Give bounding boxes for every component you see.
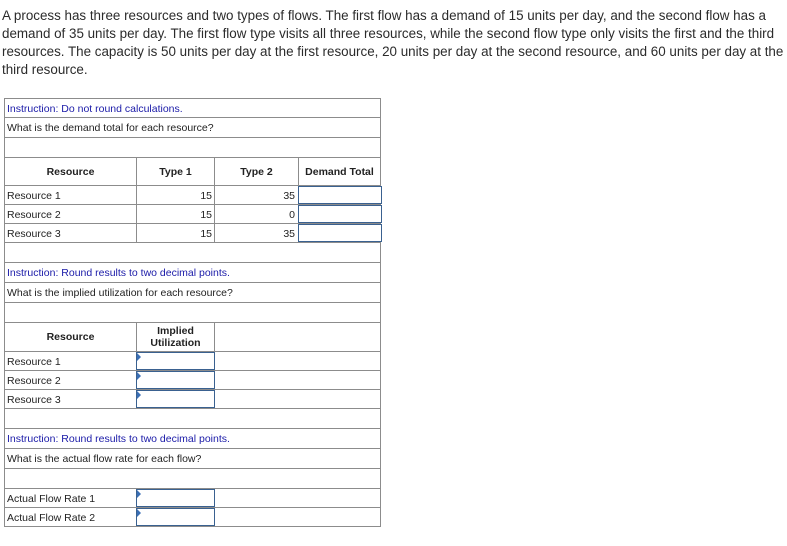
flow-rate-label: Actual Flow Rate 1 [7, 493, 96, 505]
implied-utilization-input-resource-1[interactable] [136, 352, 215, 370]
question-text: What is the actual flow rate for each flow? [7, 453, 202, 465]
type2-value: 0 [214, 205, 298, 223]
type2-value: 35 [214, 224, 298, 242]
table-row [4, 371, 381, 390]
problem-statement: A process has three resources and two types of flows. The first flow has a demand of 15 units per day, and the second flow has a demand of 35 units per day. The first flow type visits all three resources, while the second flow type only visits the first and the third resources. The capacity is 50 units per day at the first resource, 20 units per day at the second resource, and 60 units per day at the third resource. [2, 8, 784, 77]
spacer-row [4, 243, 381, 263]
flow-rate-label: Actual Flow Rate 2 [7, 512, 96, 524]
actual-flow-rate-2-input[interactable] [136, 508, 215, 526]
question-row [4, 283, 381, 303]
column-header-resource: Resource [46, 165, 95, 178]
table-row [4, 390, 381, 409]
instruction-text: Instruction: Do not round calculations. [7, 103, 183, 115]
resource-label: Resource 2 [7, 375, 61, 387]
question-row [4, 118, 381, 138]
column-header-type1: Type 1 [136, 158, 214, 185]
table-header-row [4, 323, 381, 352]
resource-label: Resource 3 [7, 228, 61, 240]
table-row [4, 186, 381, 205]
question-row [4, 449, 381, 469]
question-text: What is the demand total for each resource? [7, 122, 214, 134]
instruction-text: Instruction: Round results to two decimal points. [7, 433, 230, 445]
spacer-row [4, 303, 381, 323]
resource-label: Resource 3 [7, 394, 61, 406]
resource-label: Resource 1 [7, 356, 61, 368]
implied-utilization-input-resource-2[interactable] [136, 371, 215, 389]
column-header-demand-total: Demand Total [298, 158, 380, 185]
instruction-text: Instruction: Round results to two decimal points. [7, 267, 230, 279]
type1-value: 15 [136, 224, 214, 242]
instruction-row [4, 98, 381, 118]
question-text: What is the implied utilization for each resource? [7, 287, 233, 299]
instruction-row [4, 263, 381, 283]
answer-worksheet [4, 98, 381, 527]
spacer-row [4, 138, 381, 158]
column-header-resource: Resource [46, 331, 95, 343]
implied-utilization-input-resource-3[interactable] [136, 390, 215, 408]
table-row [4, 508, 381, 527]
table-header-row [4, 158, 381, 186]
table-row [4, 352, 381, 371]
table-row [4, 489, 381, 508]
actual-flow-rate-1-input[interactable] [136, 489, 215, 507]
table-row [4, 205, 381, 224]
type2-value: 35 [214, 186, 298, 204]
spacer-row [4, 409, 381, 429]
resource-label: Resource 1 [7, 190, 61, 202]
demand-total-input-resource-2[interactable] [298, 205, 382, 223]
spacer-row [4, 469, 381, 489]
column-header-implied-utilization: Implied Utilization [136, 323, 214, 351]
type1-value: 15 [136, 186, 214, 204]
type1-value: 15 [136, 205, 214, 223]
resource-label: Resource 2 [7, 209, 61, 221]
instruction-row [4, 429, 381, 449]
column-header-type2: Type 2 [214, 158, 298, 185]
demand-total-input-resource-1[interactable] [298, 186, 382, 204]
table-row [4, 224, 381, 243]
demand-total-input-resource-3[interactable] [298, 224, 382, 242]
